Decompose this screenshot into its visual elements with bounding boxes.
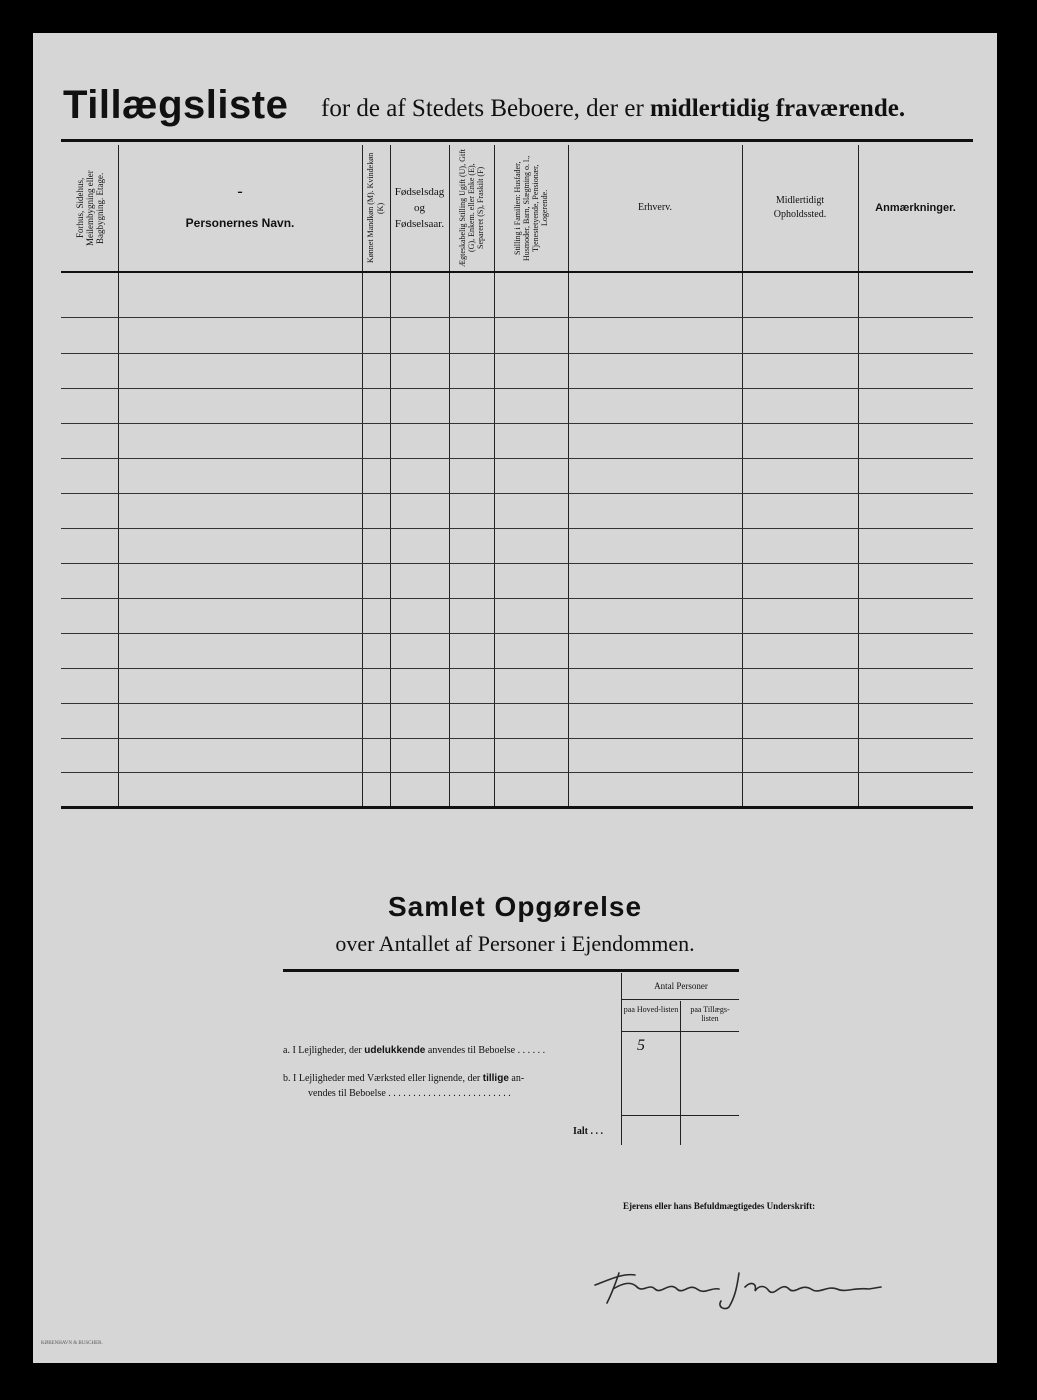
table-row-line: [61, 738, 973, 739]
col-supplement-list: paa Tillægs-listen: [690, 1005, 730, 1023]
col-header-birthdate: Fødselsdag og Fødselsaar.: [394, 186, 445, 230]
antal-header: Antal Personer: [654, 981, 708, 991]
table-row-line: [61, 458, 973, 459]
handwritten-signature: [589, 1251, 889, 1311]
table-row-line: [61, 353, 973, 354]
title-part-1: for de af Stedets Beboere, der er: [321, 95, 644, 122]
row-a-value: 5: [637, 1037, 645, 1054]
summary-title: Samlet Opgørelse: [387, 891, 643, 922]
summary-rule: [283, 969, 739, 972]
table-row-line: [61, 703, 973, 704]
form-title-subtitle: [321, 95, 905, 123]
summary-row-b: b. I Lejligheder med Værksted eller lignende, der tillige an-: [283, 1073, 525, 1084]
summary-col-divider: [680, 1001, 681, 1145]
col-header-sex: Kønnet Mandkøn (M). Kvindekøn (K): [366, 152, 385, 264]
col-header-occupation: Erhverv.: [637, 202, 673, 213]
table-row-line: [61, 493, 973, 494]
col-header-remarks: Anmærkninger.: [875, 202, 956, 214]
table-row-line: [61, 772, 973, 773]
name-dash: -: [237, 183, 243, 200]
form-title: Tillægsliste: [63, 83, 289, 127]
printer-imprint: KØBENHAVN & BUSCHER.: [41, 1341, 103, 1346]
summary-row-b-cont: vendes til Beboelse . . . . . . . . . . . . . . . . . . . . . . . . .: [308, 1088, 511, 1099]
table-row-line: [61, 633, 973, 634]
col-header-family: Stilling i Familien: Husfader, Husmoder, Barn, Slægtning o. l., Tjenestetyende, Pensionær, Logerende.: [513, 155, 549, 261]
table-row-line: [61, 317, 973, 318]
total-label: Ialt . . .: [573, 1126, 603, 1137]
col-header-building: Forhus, Sidehus, Meilembygning eller Bagbygning. Etage.: [74, 170, 105, 246]
col-divider: [390, 145, 391, 807]
col-header-name: [118, 145, 362, 271]
header-rule: [61, 139, 973, 142]
col-divider: [858, 145, 859, 807]
summary-subtitle: over Antallet af Personer i Ejendommen.: [335, 931, 695, 956]
table-row-line: [61, 528, 973, 529]
table-row-line: [61, 423, 973, 424]
table-row-line: [61, 668, 973, 669]
summary-total-line: [621, 1115, 739, 1116]
table-row-line: [61, 388, 973, 389]
col-divider: [449, 145, 450, 807]
census-form: [33, 33, 997, 1363]
col-header-marital: Ægteskabelig Stilling Ugift (U), Gift (G), Enkem. eller Enke (E), Separeret (S), Fraskilt (F): [458, 149, 485, 267]
form-header: [63, 83, 975, 129]
summary-row-a: a. I Lejligheder, der udelukkende anvendes til Beboelse . . . . . .: [283, 1045, 546, 1056]
col-header-temp-residence: Midlertidigt Opholdssted.: [773, 195, 827, 220]
summary-header-line: [621, 999, 739, 1000]
header-bottom-rule: [61, 271, 973, 273]
col-divider: [118, 145, 119, 807]
col-main-list: paa Hoved-listen: [623, 1005, 679, 1014]
summary-header-line: [621, 1031, 739, 1032]
signature-label: Ejerens eller hans Befuldmægtigedes Underskrift:: [623, 1201, 816, 1211]
col-divider: [568, 145, 569, 807]
table-bottom-rule: [61, 806, 973, 809]
col-divider: [742, 145, 743, 807]
col-divider: [362, 145, 363, 807]
table-row-line: [61, 563, 973, 564]
table-row-line: [61, 598, 973, 599]
title-part-2: midlertidig fraværende.: [650, 95, 906, 122]
persons-table: [61, 145, 973, 809]
name-label: Personernes Navn.: [185, 216, 295, 230]
col-divider: [494, 145, 495, 807]
